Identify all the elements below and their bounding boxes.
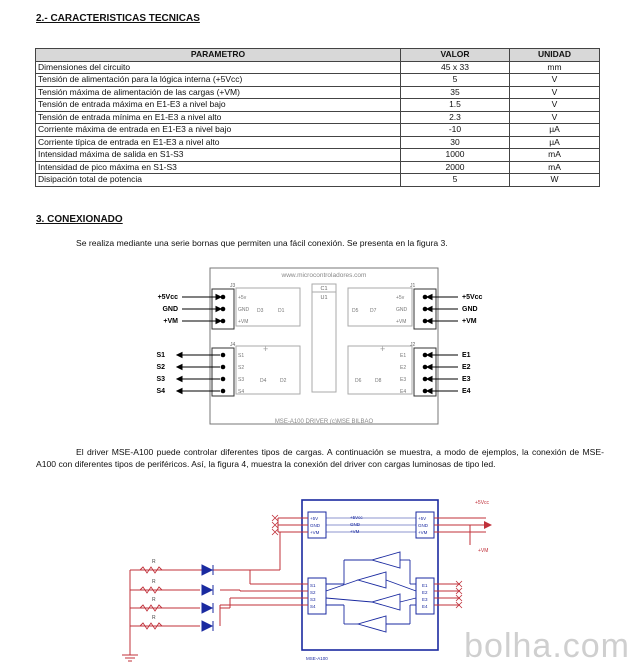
table-cell-unit: V <box>510 86 600 99</box>
fig4-r3: R <box>152 597 156 603</box>
table-cell-unit: µA <box>510 124 600 137</box>
table-cell-unit: mA <box>510 161 600 174</box>
table-cell-param: Tensión de entrada máxima en E1-E3 a nivel bajo <box>36 99 401 112</box>
pin-s1: S1 <box>238 353 245 359</box>
label-j3: J3 <box>230 283 236 289</box>
fig4-io-s2: S2 <box>310 590 316 595</box>
table-cell-value: 35 <box>401 86 510 99</box>
table-cell-value: 2.3 <box>401 111 510 124</box>
table-cell-unit: W <box>510 174 600 187</box>
table-row <box>36 149 600 162</box>
fig3-left-gnd: GND <box>162 306 178 313</box>
fig4-r2: R <box>152 579 156 585</box>
fig4-pin-left-5v: +5V <box>310 516 319 521</box>
label-j4: J4 <box>230 342 236 348</box>
table-cell-param: Dimensiones del circuito <box>36 61 401 74</box>
col-header-parametro: PARAMETRO <box>36 49 401 62</box>
pin-e1: E1 <box>400 353 407 359</box>
table-cell-param: Intensidad de pico máxima en S1-S3 <box>36 161 401 174</box>
label-d5: D5 <box>352 308 359 314</box>
pin-vm-left: +VM <box>238 319 249 325</box>
label-j1: J1 <box>410 283 416 289</box>
fig4-pin-right-gnd: GND <box>418 523 428 528</box>
section-3-paragraph: El driver MSE-A100 puede controlar diferentes tipos de cargas. A continuación se muestra, a modo de ejemplos, la conexión de MSE-A100 con diferentes tipos de periféricos. Así, la figura 4, muestra la conexión del driver con cargas luminosas de tipo led. <box>36 447 604 469</box>
svg-text:+: + <box>263 344 269 354</box>
fig4-io-s4: S4 <box>310 604 316 609</box>
table-cell-param: Tensión máxima de alimentación de las cargas (+VM) <box>36 86 401 99</box>
fig3-right-e2: E2 <box>462 364 471 371</box>
fig3-right-5vcc: +5Vcc <box>462 294 483 301</box>
table-row <box>36 99 600 112</box>
table-cell-unit: V <box>510 99 600 112</box>
fig4-pin-mid-vm: +VM <box>350 529 360 534</box>
fig4-pin-right-5v: +5V <box>418 516 427 521</box>
fig3-left-s3: S3 <box>156 376 165 383</box>
pin-e2: E2 <box>400 365 407 371</box>
table-row <box>36 124 600 137</box>
table-cell-unit: mA <box>510 149 600 162</box>
fig4-io-e2: E2 <box>422 590 428 595</box>
board-bottom-text: MSE-A100 DRIVER (c)MSE BILBAO <box>274 419 374 425</box>
table-cell-unit: µA <box>510 136 600 149</box>
pin-gnd-left: GND <box>238 307 250 313</box>
fig3-left-vm: +VM <box>163 318 178 325</box>
pin-e4: E4 <box>400 389 407 395</box>
label-d3: D3 <box>257 308 264 314</box>
label-d2: D2 <box>280 378 287 384</box>
fig4-r4: R <box>152 615 156 621</box>
label-u1: U1 <box>320 295 328 301</box>
table-cell-unit: mm <box>510 61 600 74</box>
table-cell-value: 2000 <box>401 161 510 174</box>
spec-table <box>35 48 600 187</box>
table-cell-param: Corriente máxima de entrada en E1-E3 a nivel bajo <box>36 124 401 137</box>
table-cell-param: Tensión de entrada mínima en E1-E3 a nivel alto <box>36 111 401 124</box>
figure-4-led-schematic <box>110 490 510 666</box>
fig4-vm-label: +VM <box>478 548 489 554</box>
table-cell-value: 1.5 <box>401 99 510 112</box>
fig3-left-s4: S4 <box>156 388 165 395</box>
fig4-pin-mid-gnd: GND <box>350 522 360 527</box>
table-row <box>36 111 600 124</box>
fig3-left-s1: S1 <box>156 352 165 359</box>
board-url-text: www.microcontroladores.com <box>281 272 367 279</box>
fig4-io-s1: S1 <box>310 583 316 588</box>
section-2-title: 2.- CARACTERISTICAS TECNICAS <box>36 13 200 24</box>
table-cell-value: 30 <box>401 136 510 149</box>
table-row <box>36 174 600 187</box>
pin-s3: S3 <box>238 377 245 383</box>
table-row <box>36 136 600 149</box>
col-header-valor: VALOR <box>401 49 510 62</box>
label-d1: D1 <box>278 308 285 314</box>
fig4-io-s3: S3 <box>310 597 316 602</box>
table-row <box>36 86 600 99</box>
fig3-right-e4: E4 <box>462 388 471 395</box>
fig4-io-e3: E3 <box>422 597 428 602</box>
label-d6: D6 <box>355 378 362 384</box>
fig4-pin-left-gnd: GND <box>310 523 320 528</box>
fig4-pin-mid-5v: +5Vcc <box>350 515 363 520</box>
table-cell-value: 5 <box>401 74 510 87</box>
table-row <box>36 161 600 174</box>
fig3-right-e1: E1 <box>462 352 471 359</box>
label-c1: C1 <box>320 286 328 292</box>
table-row <box>36 74 600 87</box>
table-cell-param: Corriente típica de entrada en E1-E3 a nivel alto <box>36 136 401 149</box>
fig3-left-s2: S2 <box>156 364 165 371</box>
table-cell-param: Tensión de alimentación para la lógica interna (+5Vcc) <box>36 74 401 87</box>
table-cell-value: -10 <box>401 124 510 137</box>
pin-5v-left: +5v <box>238 295 247 301</box>
table-cell-value: 45 x 33 <box>401 61 510 74</box>
label-d7: D7 <box>370 308 377 314</box>
col-header-unidad: UNIDAD <box>510 49 600 62</box>
table-cell-param: Disipación total de potencia <box>36 174 401 187</box>
fig3-right-e3: E3 <box>462 376 471 383</box>
fig4-pin-left-vm: +VM <box>310 530 320 535</box>
pin-gnd-right: GND <box>396 307 408 313</box>
table-cell-unit: V <box>510 111 600 124</box>
fig4-io-e4: E4 <box>422 604 428 609</box>
table-cell-value: 5 <box>401 174 510 187</box>
pin-s2: S2 <box>238 365 245 371</box>
watermark-text: bolha.com <box>464 627 630 665</box>
table-header-row <box>36 49 600 62</box>
fig3-left-5vcc: +5Vcc <box>157 294 178 301</box>
fig4-io-e1: E1 <box>422 583 428 588</box>
label-d8: D8 <box>375 378 382 384</box>
section-3-title: 3. CONEXIONADO <box>36 214 123 225</box>
fig4-caption: MSE-A100 <box>306 656 328 661</box>
pin-5v-right: +5v <box>396 295 405 301</box>
pin-e3: E3 <box>400 377 407 383</box>
fig3-right-gnd: GND <box>462 306 478 313</box>
fig3-right-vm: +VM <box>462 318 477 325</box>
label-j2: J2 <box>410 342 416 348</box>
svg-text:+: + <box>380 344 386 354</box>
table-row <box>36 61 600 74</box>
section-3-intro: Se realiza mediante una serie bornas que permiten una fácil conexión. Se presenta en la figura 3. <box>76 238 448 248</box>
pin-s4: S4 <box>238 389 245 395</box>
figure-3-board-diagram <box>140 266 510 428</box>
fig4-vcc-label: +5Vcc <box>475 500 490 506</box>
table-cell-param: Intensidad máxima de salida en S1-S3 <box>36 149 401 162</box>
table-cell-unit: V <box>510 74 600 87</box>
table-cell-value: 1000 <box>401 149 510 162</box>
label-d4: D4 <box>260 378 267 384</box>
fig4-r1: R <box>152 559 156 565</box>
fig4-pin-right-vm: +VM <box>418 530 428 535</box>
pin-vm-right: +VM <box>396 319 407 325</box>
